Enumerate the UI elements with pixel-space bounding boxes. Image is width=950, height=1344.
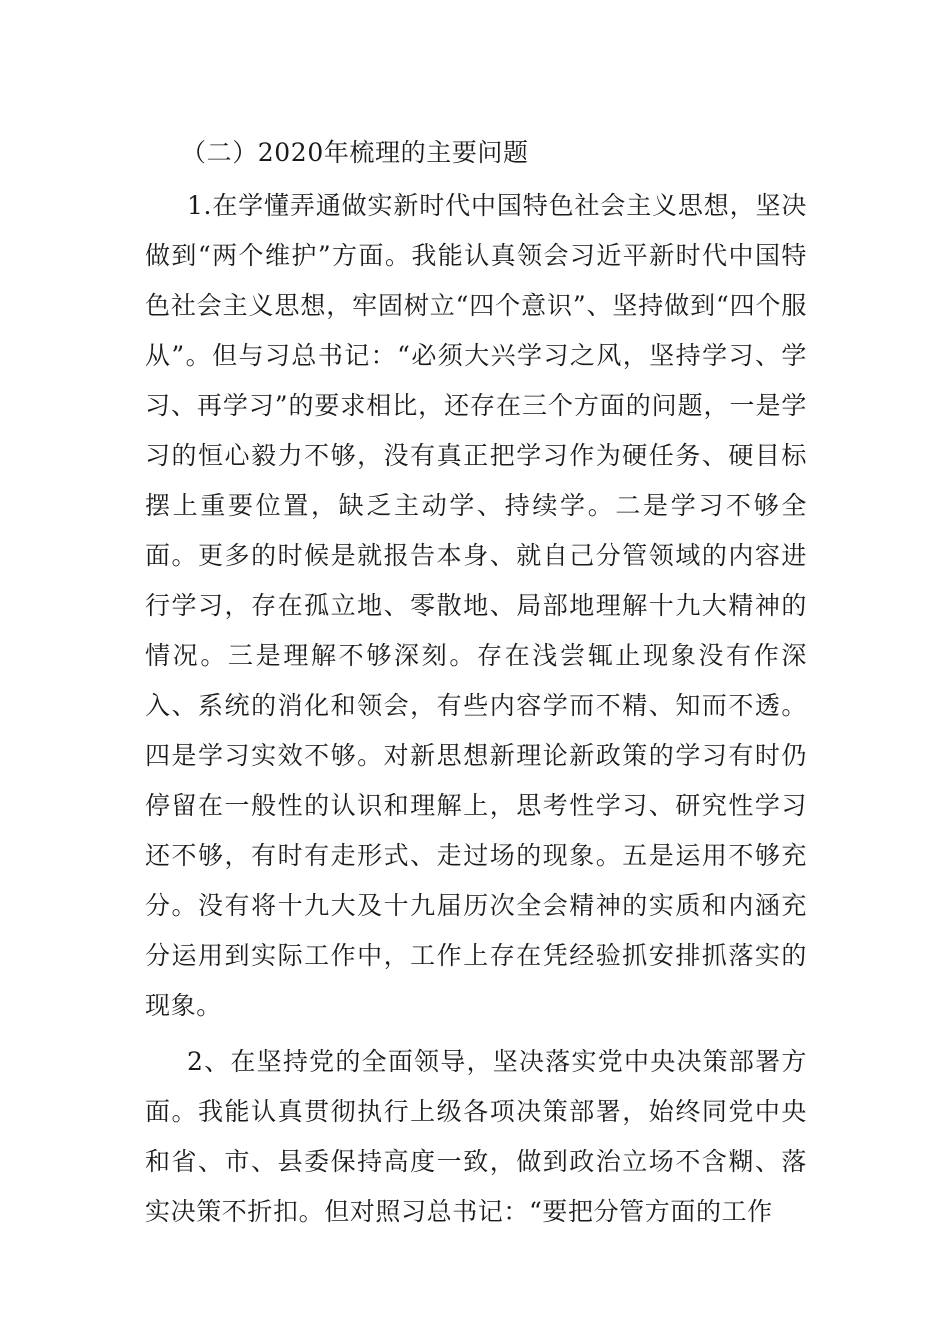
paragraph-2: 2、在坚持党的全面领导，坚决落实党中央决策部署方面。我能认真贯彻执行上级各项决策部署，始终同党中央和省、市、县委保持高度一致，做到政治立场不含糊、落实决策不折扣。但对照习总书记：“要把分管方面的工作 (145, 1047, 807, 1226)
paragraph-1: 1.在学懂弄通做实新时代中国特色社会主义思想，坚决做到“两个维护”方面。我能认真领会习近平新时代中国特色社会主义思想，牢固树立“四个意识”、坚持做到“四个服从”。但与习总书记：“必须大兴学习之风，坚持学习、学习、再学习”的要求相比，还存在三个方面的问题，一是学习的恒心毅力不够，没有真正把学习作为硬任务、硬目标摆上重要位置，缺乏主动学、持续学。二是学习不够全面。更多的时候是就报告本身、就自己分管领域的内容进行学习，存在孤立地、零散地、局部地理解十九大精神的情况。三是理解不够深刻。存在浅尝辄止现象没有作深入、系统的消化和领会，有些内容学而不精、知而不透。四是学习实效不够。对新思想新理论新政策的学习有时仍停留在一般性的认识和理解上，思考性学习、研究性学习还不够，有时有走形式、走过场的现象。五是运用不够充分。没有将十九大及十九届历次全会精神的实质和内涵充分运用到实际工作中，工作上存在凭经验抓安排抓落实的现象。 (145, 191, 807, 1020)
document-body (145, 128, 807, 1237)
section-heading: （二）2020年梳理的主要问题 (181, 138, 529, 167)
